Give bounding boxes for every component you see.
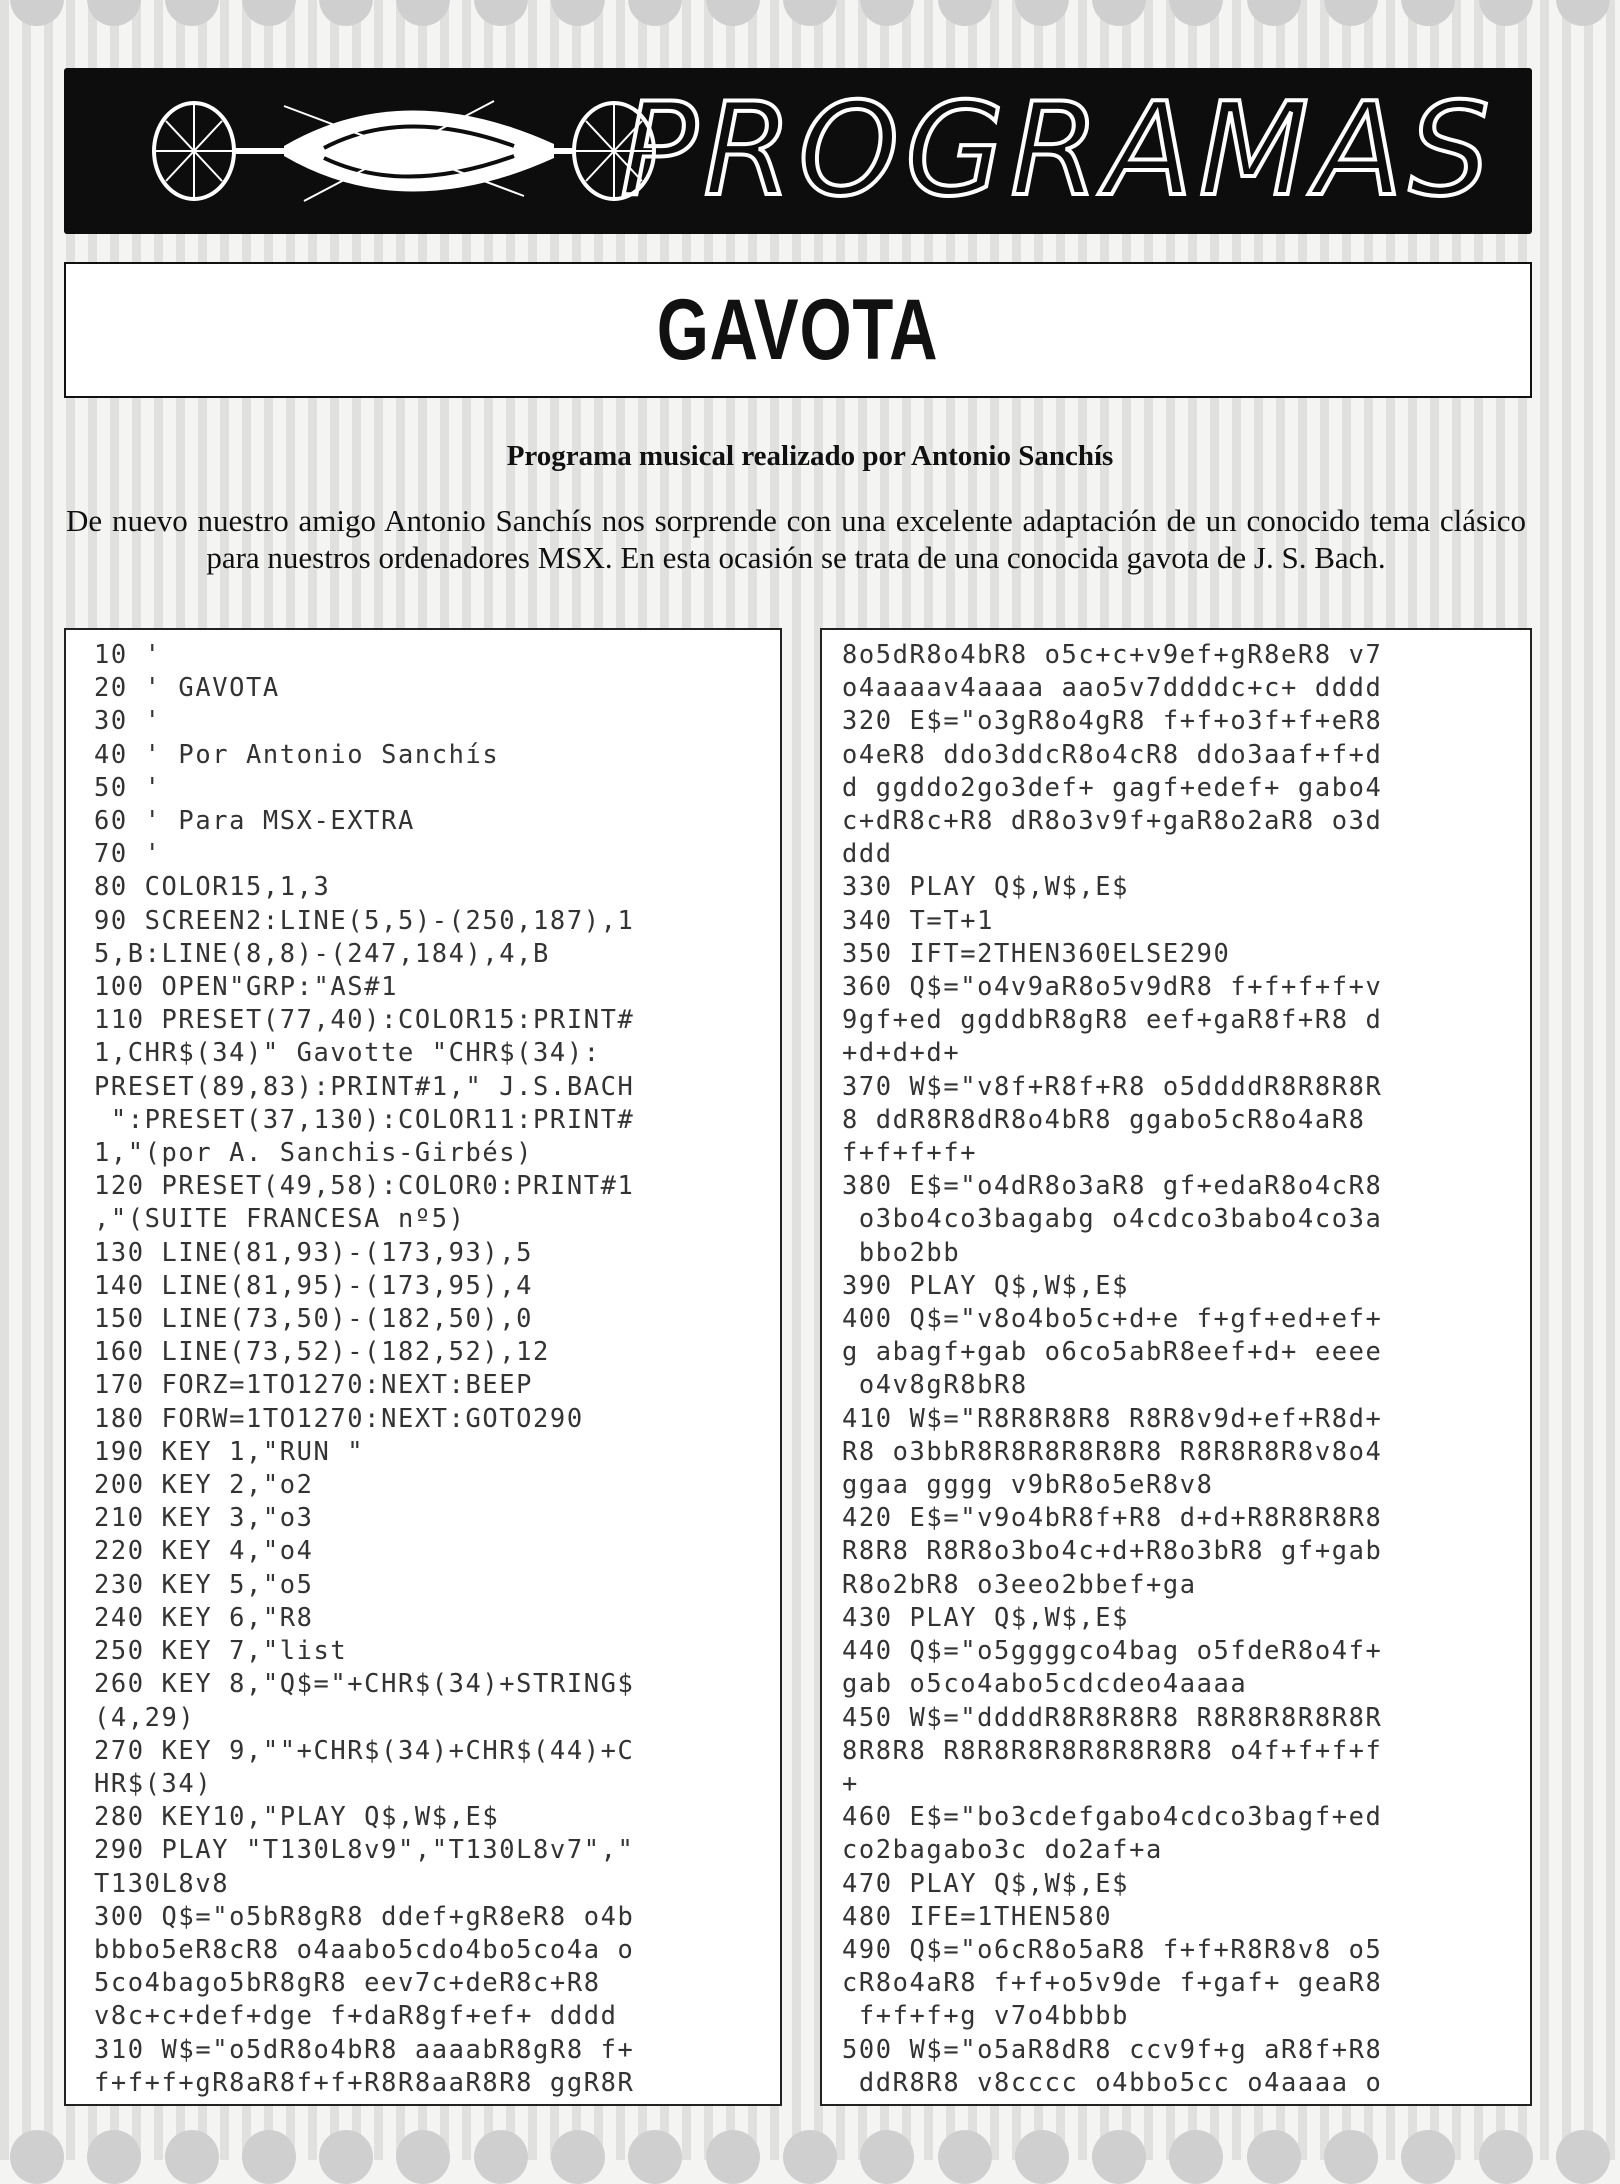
code-line: 430 PLAY Q$,W$,E$	[842, 1601, 1130, 1632]
code-line: 40 ' Por Antonio Sanchís	[94, 738, 500, 769]
code-line: co2bagabo3c do2af+a	[842, 1834, 1163, 1865]
article-intro: De nuevo nuestro amigo Antonio Sanchís nos sorprende con una excelente adaptación de un conocido tema clásico para nuestros ordenadores MSX. En esta ocasión se trata de una conocida gavota de J. S. Bach.	[66, 503, 1526, 575]
code-line: 310 W$="o5dR8o4bR8 aaaabR8gR8 f+	[94, 2033, 635, 2064]
code-line: 210 KEY 3,"o3	[94, 1502, 314, 1533]
code-line: 160 LINE(73,52)-(182,52),12	[94, 1336, 550, 1367]
code-line: 330 PLAY Q$,W$,E$	[842, 871, 1130, 902]
code-line: 390 PLAY Q$,W$,E$	[842, 1269, 1130, 1300]
code-line: 320 E$="o3gR8o4gR8 f+f+o3f+f+eR8	[842, 705, 1383, 736]
code-line: g abagf+gab o6co5abR8eef+d+ eeee	[842, 1336, 1383, 1367]
code-line: bbo2bb	[842, 1236, 961, 1267]
code-line: 150 LINE(73,50)-(182,50),0	[94, 1303, 534, 1334]
code-line: 200 KEY 2,"o2	[94, 1469, 314, 1500]
code-line: ddR8R8 v8cccc o4bbo5cc o4aaaa o	[842, 2066, 1383, 2097]
code-line: +	[842, 1767, 859, 1798]
code-line: 100 OPEN"GRP:"AS#1	[94, 971, 398, 1002]
code-line: 1,CHR$(34)" Gavotte "CHR$(34):	[94, 1037, 601, 1068]
code-line: R8o2bR8 o3eeo2bbef+ga	[842, 1568, 1197, 1599]
code-line: 120 PRESET(49,58):COLOR0:PRINT#1	[94, 1170, 635, 1201]
code-line: 300 Q$="o5bR8gR8 ddef+gR8eR8 o4b	[94, 1900, 635, 1931]
code-line: 490 Q$="o6cR8o5aR8 f+f+R8R8v8 o5	[842, 1933, 1383, 1964]
code-line: f+f+f+gR8aR8f+f+R8R8aaR8R8 ggR8R	[94, 2066, 635, 2097]
code-line: ,"(SUITE FRANCESA nº5)	[94, 1203, 466, 1234]
code-line: 20 ' GAVOTA	[94, 672, 280, 703]
code-line: 440 Q$="o5ggggco4bag o5fdeR8o4f+	[842, 1635, 1383, 1666]
listing-column-right	[820, 628, 1532, 2106]
code-line: 260 KEY 8,"Q$="+CHR$(34)+STRING$	[94, 1668, 635, 1699]
code-line: d ggddo2go3def+ gagf+edef+ gabo4	[842, 771, 1383, 802]
top-dot-border	[0, 0, 1620, 12]
article-title-box	[64, 262, 1532, 398]
code-line: R8 o3bbR8R8R8R8R8R8 R8R8R8R8v8o4	[842, 1435, 1383, 1466]
code-line: PRESET(89,83):PRINT#1," J.S.BACH	[94, 1070, 635, 1101]
code-line: 230 KEY 5,"o5	[94, 1568, 314, 1599]
code-line: 340 T=T+1	[842, 904, 994, 935]
code-line: o4v8gR8bR8	[842, 1369, 1028, 1400]
code-line: 280 KEY10,"PLAY Q$,W$,E$	[94, 1801, 500, 1832]
code-line: HR$(34)	[94, 1767, 213, 1798]
code-line: 170 FORZ=1TO1270:NEXT:BEEP	[94, 1369, 534, 1400]
code-line: 420 E$="v9o4bR8f+R8 d+d+R8R8R8R8	[842, 1502, 1383, 1533]
code-line: 130 LINE(81,93)-(173,93),5	[94, 1236, 534, 1267]
code-listing-left	[94, 638, 780, 2099]
code-line: o3bo4co3bagabg o4cdco3babo4co3a	[842, 1203, 1383, 1234]
code-line: c+dR8c+R8 dR8o3v9f+gaR8o2aR8 o3d	[842, 805, 1383, 836]
code-line: o4eR8 ddo3ddcR8o4cR8 ddo3aaf+f+d	[842, 738, 1383, 769]
code-line: 400 Q$="v8o4bo5c+d+e f+gf+ed+ef+	[842, 1303, 1383, 1334]
spaceship-icon	[134, 86, 674, 216]
code-line: bbbo5eR8cR8 o4aabo5cdo4bo5co4a o	[94, 1933, 635, 1964]
code-line: 90 SCREEN2:LINE(5,5)-(250,187),1	[94, 904, 635, 935]
code-line: 10 '	[94, 639, 162, 669]
code-line: 290 PLAY "T130L8v9","T130L8v7","	[94, 1834, 635, 1865]
code-line: T130L8v8	[94, 1867, 230, 1898]
code-line: 370 W$="v8f+R8f+R8 o5ddddR8R8R8R	[842, 1070, 1383, 1101]
code-line: 8o5dR8o4bR8 o5c+c+v9ef+gR8eR8 v7	[842, 639, 1383, 669]
section-banner	[64, 68, 1532, 234]
code-line: 5co4bago5bR8gR8 eev7c+deR8c+R8	[94, 1967, 601, 1998]
section-title: PROGRAMAS	[620, 76, 1496, 225]
article-subtitle: Programa musical realizado por Antonio Sanchís	[506, 440, 1114, 472]
code-listing-right	[842, 638, 1530, 2099]
code-line: 410 W$="R8R8R8R8 R8R8v9d+ef+R8d+	[842, 1402, 1383, 1433]
code-line: 190 KEY 1,"RUN "	[94, 1435, 365, 1466]
code-line: o4aaaav4aaaa aao5v7ddddc+c+ dddd	[842, 672, 1383, 703]
code-line: 140 LINE(81,95)-(173,95),4	[94, 1269, 534, 1300]
code-line: ":PRESET(37,130):COLOR11:PRINT#	[94, 1103, 635, 1134]
code-line: f+f+f+f+	[842, 1137, 978, 1168]
code-line: 80 COLOR15,1,3	[94, 871, 331, 902]
code-line: 500 W$="o5aR8dR8 ccv9f+g aR8f+R8	[842, 2033, 1383, 2064]
code-line: +d+d+d+	[842, 1037, 961, 1068]
code-line: 9gf+ed ggddbR8gR8 eef+gaR8f+R8 d	[842, 1004, 1383, 1035]
listing-column-left	[64, 628, 782, 2106]
code-line: 180 FORW=1TO1270:NEXT:GOTO290	[94, 1402, 584, 1433]
code-line: gab o5co4abo5cdcdeo4aaaa	[842, 1668, 1248, 1699]
code-line: 250 KEY 7,"list	[94, 1635, 348, 1666]
code-line: v8c+c+def+dge f+daR8gf+ef+ dddd	[94, 2000, 618, 2031]
code-line: 470 PLAY Q$,W$,E$	[842, 1867, 1130, 1898]
code-line: 8 ddR8R8dR8o4bR8 ggabo5cR8o4aR8	[842, 1103, 1366, 1134]
code-line: cR8o4aR8 f+f+o5v9de f+gaf+ geaR8	[842, 1967, 1383, 1998]
code-line: 50 '	[94, 771, 162, 802]
code-line: 70 '	[94, 838, 162, 869]
code-line: 380 E$="o4dR8o3aR8 gf+edaR8o4cR8	[842, 1170, 1383, 1201]
code-line: 5,B:LINE(8,8)-(247,184),4,B	[94, 937, 550, 968]
code-line: R8R8 R8R8o3bo4c+d+R8o3bR8 gf+gab	[842, 1535, 1383, 1566]
code-line: (4,29)	[94, 1701, 196, 1732]
code-line: 1,"(por A. Sanchis-Girbés)	[94, 1137, 534, 1168]
code-line: 350 IFT=2THEN360ELSE290	[842, 937, 1231, 968]
code-line: 450 W$="ddddR8R8R8R8 R8R8R8R8R8R	[842, 1701, 1383, 1732]
code-line: ddd	[842, 838, 893, 869]
code-line: 460 E$="bo3cdefgabo4cdco3bagf+ed	[842, 1801, 1383, 1832]
bottom-dot-border	[0, 2130, 1620, 2170]
code-line: 8R8R8 R8R8R8R8R8R8R8R8 o4f+f+f+f	[842, 1734, 1383, 1765]
article-title: GAVOTA	[657, 281, 939, 378]
code-line: 240 KEY 6,"R8	[94, 1601, 314, 1632]
code-line: 480 IFE=1THEN580	[842, 1900, 1113, 1931]
code-line: ggaa gggg v9bR8o5eR8v8	[842, 1469, 1214, 1500]
code-line: f+f+f+g v7o4bbbb	[842, 2000, 1130, 2031]
code-line: 270 KEY 9,""+CHR$(34)+CHR$(44)+C	[94, 1734, 635, 1765]
code-line: 60 ' Para MSX-EXTRA	[94, 805, 415, 836]
code-line: 360 Q$="o4v9aR8o5v9dR8 f+f+f+f+v	[842, 971, 1383, 1002]
code-line: 220 KEY 4,"o4	[94, 1535, 314, 1566]
code-line: 110 PRESET(77,40):COLOR15:PRINT#	[94, 1004, 635, 1035]
code-line: 30 '	[94, 705, 162, 736]
